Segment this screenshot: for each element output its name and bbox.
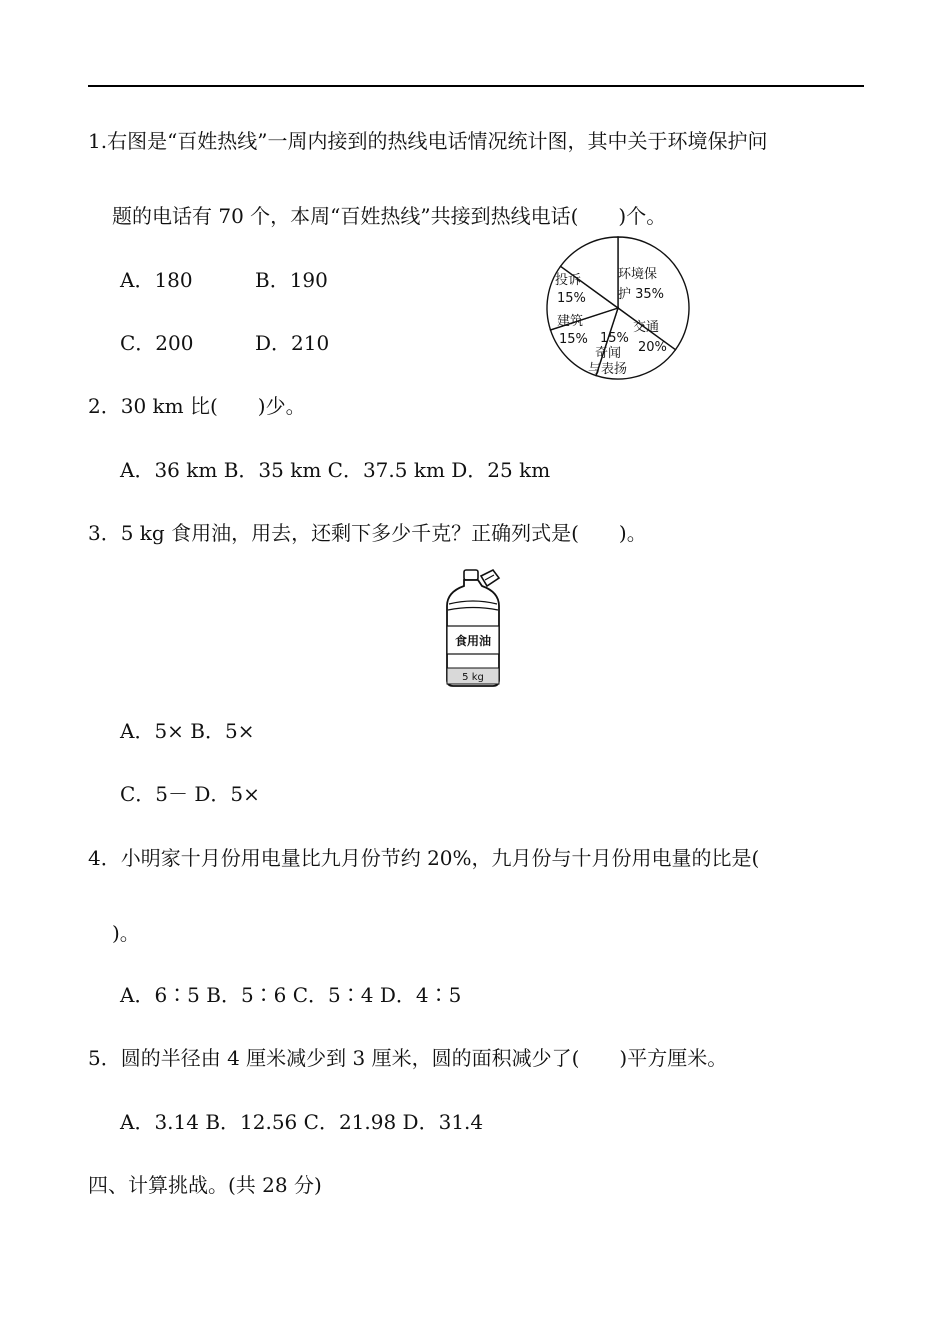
- q1-option-d: D．210: [255, 331, 330, 355]
- q1-line-2: 题的电话有 70 个，本周“百姓热线”共接到热线电话( )个。: [112, 204, 667, 228]
- bottle-label-text: 食用油: [454, 634, 492, 648]
- q1-option-b: B．190: [255, 268, 328, 292]
- slice-label-environment-1: 环境保: [618, 267, 658, 282]
- q3-options-row-2: C．5－ D．5×: [120, 782, 260, 806]
- slice-label-building-2: 15%: [559, 332, 588, 347]
- q3-options-row-1: A．5× B．5×: [120, 719, 255, 743]
- q1-option-c: C．200: [120, 331, 194, 355]
- q2-options: A．36 km B．35 km C．37.5 km D．25 km: [120, 458, 551, 482]
- q2-stem: 2．30 km 比( )少。: [88, 394, 306, 418]
- q1-option-a: A．180: [120, 268, 193, 292]
- slice-label-complaint-1: 投诉: [555, 273, 582, 288]
- slice-label-news-2: 与表扬: [588, 362, 628, 377]
- q1-line-1: 1.右图是“百姓热线”一周内接到的热线电话情况统计图，其中关于环境保护问: [88, 129, 768, 153]
- slice-label-traffic-1: 交通: [633, 320, 660, 335]
- section-4-heading: 四、计算挑战。(共 28 分): [88, 1173, 322, 1197]
- hotline-pie-chart: [543, 236, 693, 381]
- q4-line-2: )。: [112, 921, 140, 945]
- slice-label-environment-2: 护 35%: [618, 287, 665, 302]
- slice-label-news-pct: 15%: [600, 331, 629, 346]
- q5-stem: 5．圆的半径由 4 厘米减少到 3 厘米，圆的面积减少了( )平方厘米。: [88, 1046, 728, 1070]
- q4-line-1: 4．小明家十月份用电量比九月份节约 20%，九月份与十月份用电量的比是(: [88, 846, 760, 870]
- oil-bottle-illustration: [441, 568, 505, 690]
- q3-stem: 3．5 kg 食用油，用去，还剩下多少千克？正确列式是( )。: [88, 521, 647, 545]
- slice-label-building-1: 建筑: [557, 314, 584, 329]
- q4-options: A．6∶5 B．5∶6 C．5∶4 D．4∶5: [120, 983, 462, 1007]
- top-rule: [88, 85, 864, 87]
- bottle-weight-text: 5 kg: [462, 672, 484, 683]
- slice-label-complaint-2: 15%: [557, 291, 586, 306]
- q5-options: A．3.14 B．12.56 C．21.98 D．31.4: [120, 1110, 484, 1134]
- slice-label-news-1: 奇闻: [595, 346, 622, 361]
- slice-label-traffic-2: 20%: [638, 340, 667, 355]
